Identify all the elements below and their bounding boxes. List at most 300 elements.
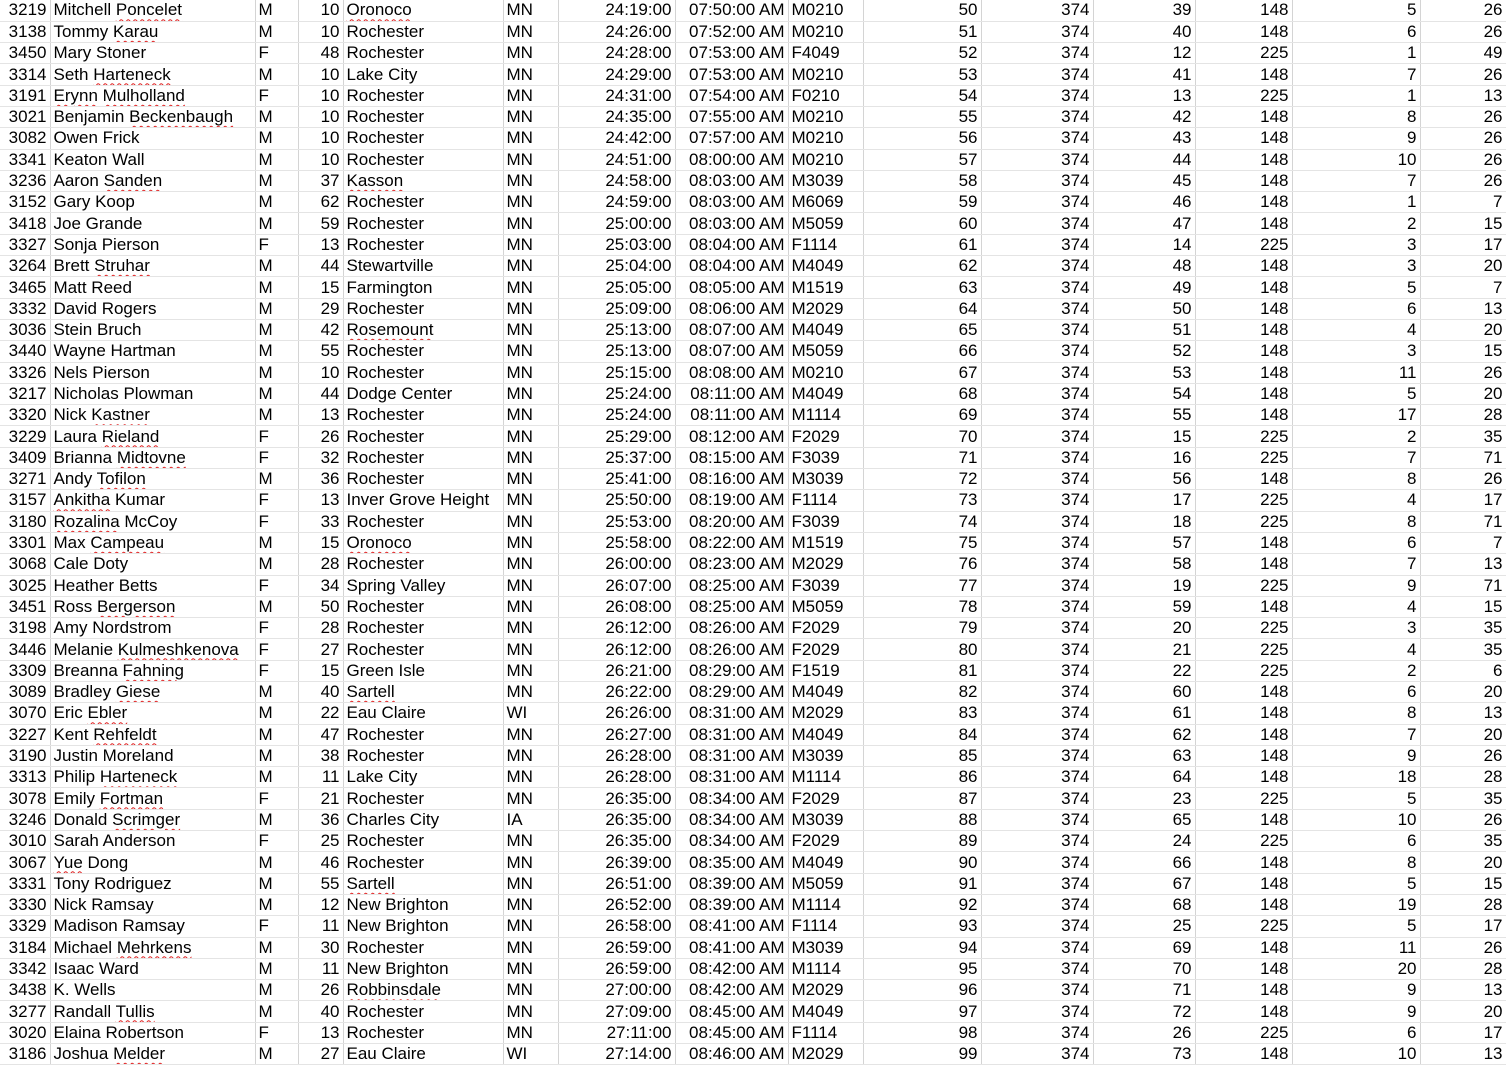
- cell-name[interactable]: [50, 85, 255, 106]
- cell-overall-total[interactable]: [981, 149, 1093, 170]
- cell-bib[interactable]: [0, 937, 50, 958]
- cell-sex-total[interactable]: [1195, 788, 1292, 809]
- cell-sex[interactable]: [255, 894, 298, 915]
- cell-city[interactable]: [343, 958, 503, 979]
- cell-sex[interactable]: [255, 937, 298, 958]
- cell-bib[interactable]: [0, 724, 50, 745]
- cell-overall-place[interactable]: [863, 831, 981, 852]
- cell-time[interactable]: [558, 873, 675, 894]
- cell-overall-place[interactable]: [863, 958, 981, 979]
- cell-division-place[interactable]: [1292, 43, 1420, 64]
- cell-overall-total[interactable]: [981, 383, 1093, 404]
- cell-clock-time[interactable]: [675, 426, 788, 447]
- cell-overall-place[interactable]: [863, 490, 981, 511]
- cell-overall-total[interactable]: [981, 106, 1093, 127]
- cell-division-total[interactable]: [1420, 256, 1506, 277]
- cell-clock-time[interactable]: [675, 831, 788, 852]
- cell-age[interactable]: [298, 745, 343, 766]
- cell-time[interactable]: [558, 703, 675, 724]
- cell-clock-time[interactable]: [675, 873, 788, 894]
- cell-city[interactable]: [343, 383, 503, 404]
- cell-division-place[interactable]: [1292, 447, 1420, 468]
- cell-overall-place[interactable]: [863, 511, 981, 532]
- cell-age[interactable]: [298, 894, 343, 915]
- cell-age[interactable]: [298, 426, 343, 447]
- cell-overall-total[interactable]: [981, 170, 1093, 191]
- cell-bib[interactable]: [0, 1001, 50, 1022]
- cell-age[interactable]: [298, 532, 343, 553]
- cell-division[interactable]: [788, 511, 863, 532]
- cell-division-place[interactable]: [1292, 256, 1420, 277]
- cell-clock-time[interactable]: [675, 809, 788, 830]
- cell-sex-total[interactable]: [1195, 426, 1292, 447]
- cell-division-total[interactable]: [1420, 1001, 1506, 1022]
- cell-division-place[interactable]: [1292, 809, 1420, 830]
- cell-state[interactable]: [503, 894, 558, 915]
- cell-sex[interactable]: [255, 64, 298, 85]
- cell-name[interactable]: [50, 575, 255, 596]
- cell-clock-time[interactable]: [675, 916, 788, 937]
- cell-clock-time[interactable]: [675, 532, 788, 553]
- cell-clock-time[interactable]: [675, 852, 788, 873]
- cell-overall-total[interactable]: [981, 256, 1093, 277]
- cell-city[interactable]: [343, 277, 503, 298]
- cell-division-place[interactable]: [1292, 490, 1420, 511]
- cell-bib[interactable]: [0, 85, 50, 106]
- cell-overall-place[interactable]: [863, 405, 981, 426]
- cell-clock-time[interactable]: [675, 1022, 788, 1043]
- cell-overall-place[interactable]: [863, 575, 981, 596]
- cell-time[interactable]: [558, 277, 675, 298]
- cell-bib[interactable]: [0, 682, 50, 703]
- cell-name[interactable]: [50, 596, 255, 617]
- cell-division-total[interactable]: [1420, 1022, 1506, 1043]
- cell-bib[interactable]: [0, 64, 50, 85]
- cell-bib[interactable]: [0, 149, 50, 170]
- cell-overall-place[interactable]: [863, 64, 981, 85]
- cell-time[interactable]: [558, 64, 675, 85]
- cell-division-place[interactable]: [1292, 916, 1420, 937]
- cell-name[interactable]: [50, 277, 255, 298]
- cell-name[interactable]: [50, 1044, 255, 1065]
- cell-age[interactable]: [298, 43, 343, 64]
- cell-state[interactable]: [503, 405, 558, 426]
- cell-age[interactable]: [298, 1022, 343, 1043]
- cell-overall-total[interactable]: [981, 447, 1093, 468]
- cell-state[interactable]: [503, 724, 558, 745]
- cell-division-total[interactable]: [1420, 106, 1506, 127]
- cell-overall-total[interactable]: [981, 894, 1093, 915]
- cell-sex-total[interactable]: [1195, 682, 1292, 703]
- cell-overall-place[interactable]: [863, 852, 981, 873]
- cell-time[interactable]: [558, 234, 675, 255]
- cell-age[interactable]: [298, 490, 343, 511]
- cell-sex-place[interactable]: [1093, 532, 1195, 553]
- cell-city[interactable]: [343, 1044, 503, 1065]
- cell-city[interactable]: [343, 106, 503, 127]
- cell-name[interactable]: [50, 873, 255, 894]
- cell-division-place[interactable]: [1292, 511, 1420, 532]
- cell-division-total[interactable]: [1420, 405, 1506, 426]
- cell-clock-time[interactable]: [675, 149, 788, 170]
- cell-time[interactable]: [558, 660, 675, 681]
- cell-age[interactable]: [298, 149, 343, 170]
- cell-sex[interactable]: [255, 852, 298, 873]
- cell-division-total[interactable]: [1420, 554, 1506, 575]
- cell-overall-total[interactable]: [981, 809, 1093, 830]
- cell-city[interactable]: [343, 170, 503, 191]
- cell-name[interactable]: [50, 511, 255, 532]
- cell-sex-place[interactable]: [1093, 170, 1195, 191]
- cell-clock-time[interactable]: [675, 106, 788, 127]
- cell-division-total[interactable]: [1420, 170, 1506, 191]
- cell-name[interactable]: [50, 532, 255, 553]
- cell-division-total[interactable]: [1420, 64, 1506, 85]
- cell-overall-place[interactable]: [863, 554, 981, 575]
- cell-time[interactable]: [558, 383, 675, 404]
- cell-division-place[interactable]: [1292, 1022, 1420, 1043]
- cell-bib[interactable]: [0, 1044, 50, 1065]
- cell-overall-place[interactable]: [863, 937, 981, 958]
- cell-sex-place[interactable]: [1093, 724, 1195, 745]
- cell-state[interactable]: [503, 490, 558, 511]
- cell-bib[interactable]: [0, 341, 50, 362]
- cell-overall-place[interactable]: [863, 21, 981, 42]
- cell-division-total[interactable]: [1420, 383, 1506, 404]
- cell-name[interactable]: [50, 128, 255, 149]
- cell-time[interactable]: [558, 106, 675, 127]
- cell-name[interactable]: [50, 767, 255, 788]
- cell-sex-place[interactable]: [1093, 639, 1195, 660]
- cell-division-total[interactable]: [1420, 234, 1506, 255]
- cell-sex[interactable]: [255, 980, 298, 1001]
- cell-bib[interactable]: [0, 277, 50, 298]
- cell-overall-place[interactable]: [863, 447, 981, 468]
- cell-sex-place[interactable]: [1093, 469, 1195, 490]
- cell-state[interactable]: [503, 937, 558, 958]
- cell-division[interactable]: [788, 596, 863, 617]
- cell-state[interactable]: [503, 809, 558, 830]
- cell-sex-total[interactable]: [1195, 767, 1292, 788]
- cell-bib[interactable]: [0, 490, 50, 511]
- cell-division[interactable]: [788, 128, 863, 149]
- cell-sex-place[interactable]: [1093, 511, 1195, 532]
- cell-sex[interactable]: [255, 1001, 298, 1022]
- cell-city[interactable]: [343, 554, 503, 575]
- cell-division-total[interactable]: [1420, 958, 1506, 979]
- cell-division[interactable]: [788, 1001, 863, 1022]
- cell-sex-place[interactable]: [1093, 894, 1195, 915]
- cell-city[interactable]: [343, 490, 503, 511]
- cell-sex[interactable]: [255, 43, 298, 64]
- cell-sex-place[interactable]: [1093, 277, 1195, 298]
- cell-sex-total[interactable]: [1195, 43, 1292, 64]
- cell-city[interactable]: [343, 767, 503, 788]
- cell-division[interactable]: [788, 213, 863, 234]
- cell-city[interactable]: [343, 980, 503, 1001]
- cell-name[interactable]: [50, 618, 255, 639]
- cell-overall-place[interactable]: [863, 809, 981, 830]
- cell-bib[interactable]: [0, 703, 50, 724]
- cell-sex-place[interactable]: [1093, 831, 1195, 852]
- cell-division[interactable]: [788, 405, 863, 426]
- cell-division-total[interactable]: [1420, 873, 1506, 894]
- cell-division-total[interactable]: [1420, 43, 1506, 64]
- cell-division-place[interactable]: [1292, 64, 1420, 85]
- cell-sex[interactable]: [255, 958, 298, 979]
- cell-state[interactable]: [503, 64, 558, 85]
- cell-sex-place[interactable]: [1093, 958, 1195, 979]
- cell-clock-time[interactable]: [675, 937, 788, 958]
- cell-division-total[interactable]: [1420, 745, 1506, 766]
- cell-division[interactable]: [788, 64, 863, 85]
- cell-sex-total[interactable]: [1195, 64, 1292, 85]
- cell-bib[interactable]: [0, 256, 50, 277]
- cell-age[interactable]: [298, 980, 343, 1001]
- cell-age[interactable]: [298, 554, 343, 575]
- cell-state[interactable]: [503, 213, 558, 234]
- cell-overall-total[interactable]: [981, 852, 1093, 873]
- cell-overall-place[interactable]: [863, 469, 981, 490]
- cell-sex-total[interactable]: [1195, 831, 1292, 852]
- cell-overall-place[interactable]: [863, 277, 981, 298]
- cell-sex[interactable]: [255, 149, 298, 170]
- cell-clock-time[interactable]: [675, 745, 788, 766]
- cell-sex[interactable]: [255, 788, 298, 809]
- cell-age[interactable]: [298, 298, 343, 319]
- cell-time[interactable]: [558, 192, 675, 213]
- cell-city[interactable]: [343, 575, 503, 596]
- cell-name[interactable]: [50, 894, 255, 915]
- cell-sex[interactable]: [255, 532, 298, 553]
- cell-overall-place[interactable]: [863, 128, 981, 149]
- cell-time[interactable]: [558, 831, 675, 852]
- cell-sex[interactable]: [255, 362, 298, 383]
- cell-division-place[interactable]: [1292, 1001, 1420, 1022]
- cell-division-total[interactable]: [1420, 341, 1506, 362]
- cell-overall-total[interactable]: [981, 405, 1093, 426]
- cell-overall-place[interactable]: [863, 532, 981, 553]
- cell-sex[interactable]: [255, 405, 298, 426]
- cell-sex-total[interactable]: [1195, 745, 1292, 766]
- cell-division[interactable]: [788, 192, 863, 213]
- cell-name[interactable]: [50, 469, 255, 490]
- cell-overall-total[interactable]: [981, 341, 1093, 362]
- cell-overall-place[interactable]: [863, 43, 981, 64]
- cell-clock-time[interactable]: [675, 724, 788, 745]
- cell-clock-time[interactable]: [675, 447, 788, 468]
- cell-clock-time[interactable]: [675, 21, 788, 42]
- cell-clock-time[interactable]: [675, 405, 788, 426]
- cell-overall-place[interactable]: [863, 618, 981, 639]
- cell-age[interactable]: [298, 170, 343, 191]
- cell-overall-total[interactable]: [981, 319, 1093, 340]
- cell-time[interactable]: [558, 213, 675, 234]
- cell-division-place[interactable]: [1292, 639, 1420, 660]
- cell-state[interactable]: [503, 149, 558, 170]
- cell-name[interactable]: [50, 682, 255, 703]
- cell-overall-place[interactable]: [863, 341, 981, 362]
- cell-state[interactable]: [503, 980, 558, 1001]
- cell-bib[interactable]: [0, 767, 50, 788]
- cell-overall-total[interactable]: [981, 532, 1093, 553]
- cell-sex-total[interactable]: [1195, 277, 1292, 298]
- cell-overall-place[interactable]: [863, 1022, 981, 1043]
- cell-name[interactable]: [50, 298, 255, 319]
- cell-division-total[interactable]: [1420, 85, 1506, 106]
- cell-clock-time[interactable]: [675, 703, 788, 724]
- cell-sex-place[interactable]: [1093, 916, 1195, 937]
- cell-city[interactable]: [343, 319, 503, 340]
- cell-sex-total[interactable]: [1195, 362, 1292, 383]
- cell-sex-total[interactable]: [1195, 894, 1292, 915]
- cell-sex[interactable]: [255, 192, 298, 213]
- cell-age[interactable]: [298, 767, 343, 788]
- cell-bib[interactable]: [0, 852, 50, 873]
- cell-division[interactable]: [788, 831, 863, 852]
- cell-division-place[interactable]: [1292, 362, 1420, 383]
- cell-division[interactable]: [788, 362, 863, 383]
- cell-overall-total[interactable]: [981, 575, 1093, 596]
- cell-sex-place[interactable]: [1093, 21, 1195, 42]
- cell-overall-total[interactable]: [981, 660, 1093, 681]
- cell-state[interactable]: [503, 170, 558, 191]
- cell-division-total[interactable]: [1420, 980, 1506, 1001]
- cell-sex[interactable]: [255, 554, 298, 575]
- cell-city[interactable]: [343, 937, 503, 958]
- cell-sex-place[interactable]: [1093, 852, 1195, 873]
- cell-division[interactable]: [788, 447, 863, 468]
- cell-division-place[interactable]: [1292, 660, 1420, 681]
- cell-city[interactable]: [343, 1001, 503, 1022]
- cell-division-place[interactable]: [1292, 873, 1420, 894]
- cell-sex[interactable]: [255, 128, 298, 149]
- cell-name[interactable]: [50, 852, 255, 873]
- cell-clock-time[interactable]: [675, 234, 788, 255]
- cell-division[interactable]: [788, 469, 863, 490]
- cell-name[interactable]: [50, 1022, 255, 1043]
- cell-sex-place[interactable]: [1093, 575, 1195, 596]
- cell-state[interactable]: [503, 682, 558, 703]
- cell-state[interactable]: [503, 639, 558, 660]
- cell-bib[interactable]: [0, 745, 50, 766]
- cell-time[interactable]: [558, 1001, 675, 1022]
- cell-city[interactable]: [343, 0, 503, 21]
- cell-time[interactable]: [558, 724, 675, 745]
- cell-overall-total[interactable]: [981, 873, 1093, 894]
- cell-city[interactable]: [343, 852, 503, 873]
- cell-sex[interactable]: [255, 447, 298, 468]
- cell-city[interactable]: [343, 447, 503, 468]
- cell-sex-total[interactable]: [1195, 0, 1292, 21]
- cell-bib[interactable]: [0, 383, 50, 404]
- cell-clock-time[interactable]: [675, 128, 788, 149]
- cell-sex-total[interactable]: [1195, 511, 1292, 532]
- cell-time[interactable]: [558, 852, 675, 873]
- cell-overall-total[interactable]: [981, 0, 1093, 21]
- cell-age[interactable]: [298, 958, 343, 979]
- cell-sex-place[interactable]: [1093, 64, 1195, 85]
- cell-overall-total[interactable]: [981, 21, 1093, 42]
- cell-sex[interactable]: [255, 596, 298, 617]
- cell-sex-total[interactable]: [1195, 852, 1292, 873]
- cell-city[interactable]: [343, 682, 503, 703]
- cell-division-total[interactable]: [1420, 937, 1506, 958]
- cell-division-total[interactable]: [1420, 809, 1506, 830]
- cell-city[interactable]: [343, 831, 503, 852]
- cell-time[interactable]: [558, 128, 675, 149]
- cell-age[interactable]: [298, 596, 343, 617]
- cell-clock-time[interactable]: [675, 362, 788, 383]
- cell-overall-place[interactable]: [863, 873, 981, 894]
- cell-division[interactable]: [788, 426, 863, 447]
- cell-age[interactable]: [298, 809, 343, 830]
- cell-bib[interactable]: [0, 21, 50, 42]
- cell-division-place[interactable]: [1292, 980, 1420, 1001]
- cell-overall-place[interactable]: [863, 596, 981, 617]
- cell-division-total[interactable]: [1420, 469, 1506, 490]
- cell-division-place[interactable]: [1292, 426, 1420, 447]
- cell-time[interactable]: [558, 85, 675, 106]
- cell-age[interactable]: [298, 405, 343, 426]
- cell-name[interactable]: [50, 1001, 255, 1022]
- cell-overall-total[interactable]: [981, 788, 1093, 809]
- cell-sex[interactable]: [255, 106, 298, 127]
- cell-sex-place[interactable]: [1093, 490, 1195, 511]
- cell-division-total[interactable]: [1420, 596, 1506, 617]
- cell-sex[interactable]: [255, 298, 298, 319]
- cell-bib[interactable]: [0, 618, 50, 639]
- cell-division-place[interactable]: [1292, 596, 1420, 617]
- cell-sex[interactable]: [255, 1044, 298, 1065]
- cell-sex-total[interactable]: [1195, 980, 1292, 1001]
- cell-overall-total[interactable]: [981, 639, 1093, 660]
- cell-bib[interactable]: [0, 873, 50, 894]
- cell-division-total[interactable]: [1420, 319, 1506, 340]
- cell-overall-total[interactable]: [981, 724, 1093, 745]
- cell-overall-place[interactable]: [863, 192, 981, 213]
- cell-bib[interactable]: [0, 809, 50, 830]
- cell-division[interactable]: [788, 256, 863, 277]
- cell-division[interactable]: [788, 170, 863, 191]
- cell-overall-total[interactable]: [981, 128, 1093, 149]
- cell-sex-place[interactable]: [1093, 213, 1195, 234]
- cell-division-place[interactable]: [1292, 745, 1420, 766]
- cell-bib[interactable]: [0, 213, 50, 234]
- cell-overall-total[interactable]: [981, 767, 1093, 788]
- cell-division-place[interactable]: [1292, 106, 1420, 127]
- cell-sex[interactable]: [255, 469, 298, 490]
- cell-division[interactable]: [788, 106, 863, 127]
- cell-name[interactable]: [50, 447, 255, 468]
- cell-division-place[interactable]: [1292, 554, 1420, 575]
- cell-sex-total[interactable]: [1195, 85, 1292, 106]
- cell-clock-time[interactable]: [675, 682, 788, 703]
- cell-bib[interactable]: [0, 639, 50, 660]
- cell-sex[interactable]: [255, 575, 298, 596]
- cell-overall-place[interactable]: [863, 213, 981, 234]
- cell-state[interactable]: [503, 831, 558, 852]
- cell-city[interactable]: [343, 149, 503, 170]
- cell-division-place[interactable]: [1292, 170, 1420, 191]
- cell-division-total[interactable]: [1420, 192, 1506, 213]
- cell-state[interactable]: [503, 85, 558, 106]
- cell-clock-time[interactable]: [675, 511, 788, 532]
- cell-sex-total[interactable]: [1195, 256, 1292, 277]
- cell-age[interactable]: [298, 106, 343, 127]
- cell-clock-time[interactable]: [675, 341, 788, 362]
- cell-bib[interactable]: [0, 511, 50, 532]
